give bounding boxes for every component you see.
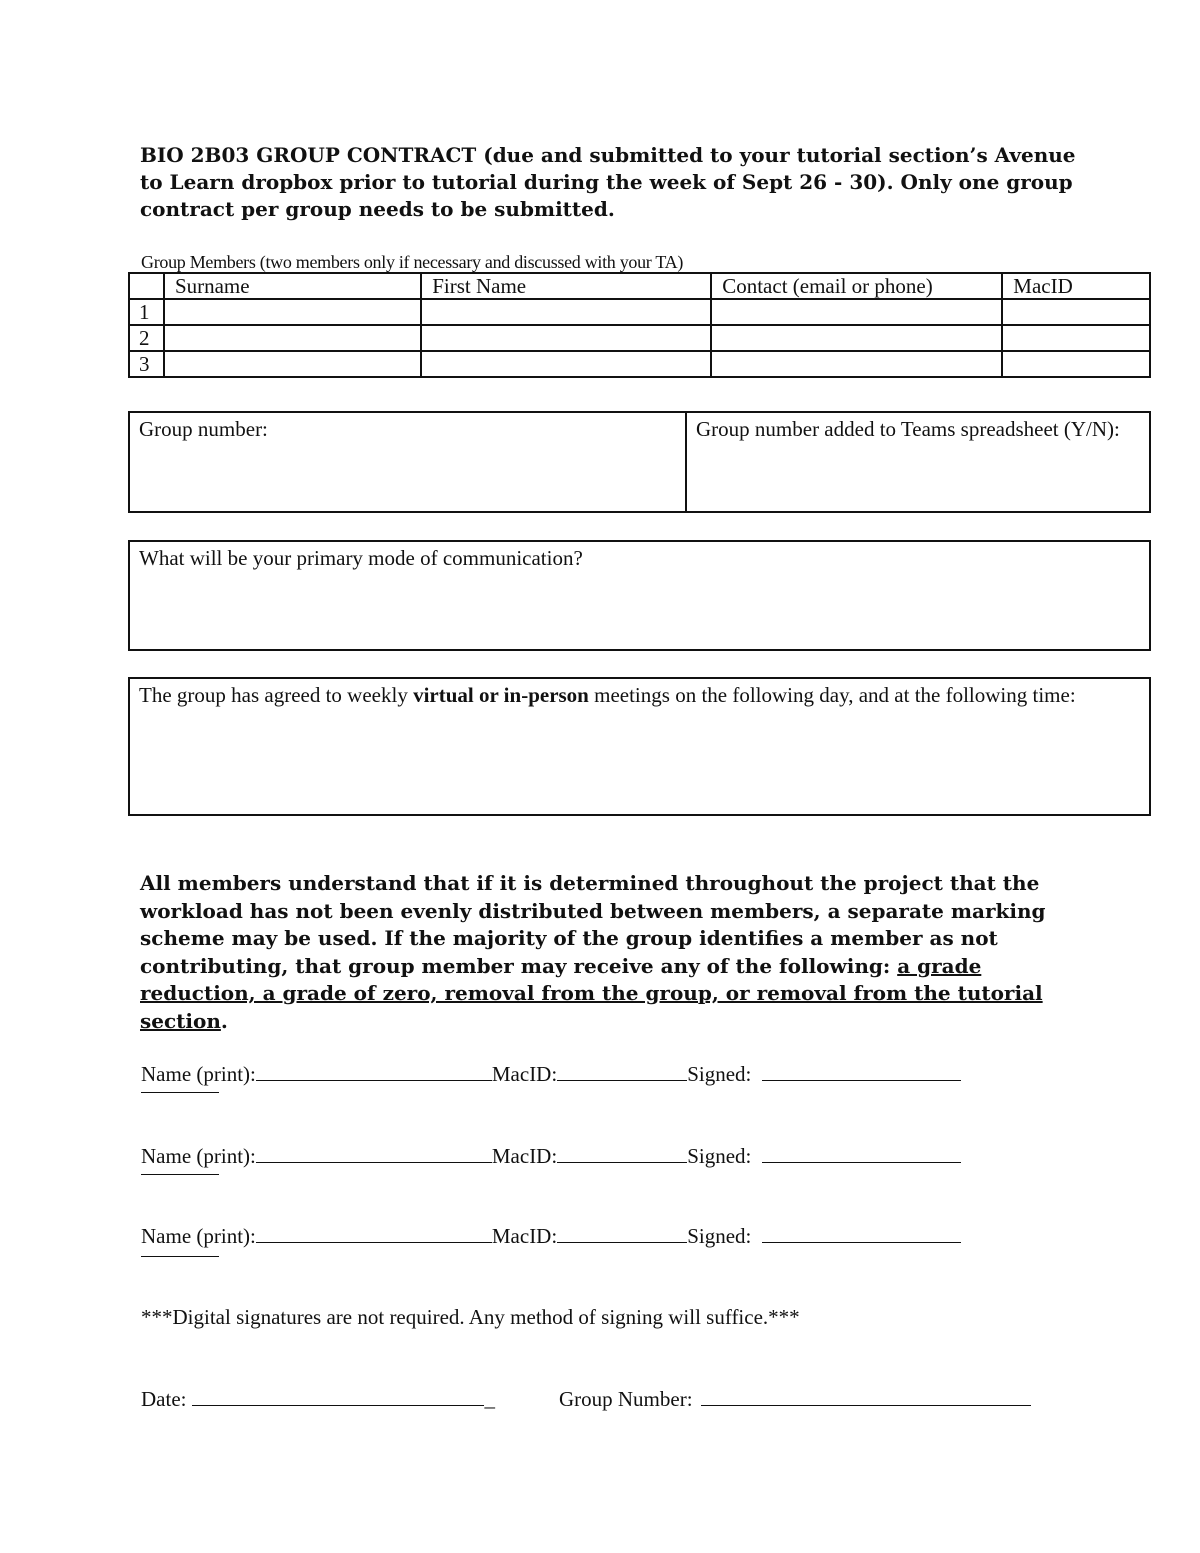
meeting-cell <box>130 679 1149 814</box>
row-number-header <box>129 273 164 299</box>
signed-label: Signed: <box>687 1062 752 1086</box>
agreement-paragraph <box>140 870 1070 1035</box>
signature-line-continuation[interactable] <box>141 1174 219 1175</box>
communication-cell <box>130 542 1149 649</box>
first-name-cell[interactable] <box>421 351 711 377</box>
name-print-label: Name (print): <box>141 1144 256 1168</box>
column-header-macid: MacID <box>1002 273 1150 299</box>
group-number-label: Group number: <box>139 417 268 441</box>
table-row <box>129 351 1150 377</box>
group-members-caption: Group Members (two members only if necessary and discussed with your TA) <box>141 252 684 272</box>
group-number-field[interactable] <box>130 413 687 511</box>
group-number-box <box>128 411 1151 513</box>
agreement-period: . <box>220 1008 228 1033</box>
macid-label: MacID: <box>491 1144 558 1168</box>
macid-line[interactable] <box>557 1222 687 1243</box>
communication-question: What will be your primary mode of communication? <box>139 546 583 570</box>
teams-spreadsheet-label: Group number added to Teams spreadsheet (Y/N): <box>696 417 1120 441</box>
name-print-line[interactable] <box>256 1222 492 1243</box>
meeting-text-start: The group has agreed to weekly <box>139 683 414 707</box>
teams-spreadsheet-field[interactable] <box>687 413 1149 511</box>
macid-label: MacID: <box>491 1224 558 1248</box>
group-number-line[interactable] <box>701 1385 1031 1406</box>
column-header-first-name: First Name <box>421 273 711 299</box>
agreement-text: All members understand that if it is determined throughout the project that the workload has not been evenly distributed between members, a separate marking scheme may be used. If the majority of the group identifies a member as not contributing, that group member may receive any of the following: <box>140 871 1046 978</box>
date-label: Date: <box>141 1387 187 1411</box>
surname-cell[interactable] <box>164 325 421 351</box>
meeting-text-end: meetings on the following day, and at the following time: <box>588 683 1076 707</box>
row-number: 3 <box>129 351 164 377</box>
column-header-surname: Surname <box>164 273 421 299</box>
first-name-cell[interactable] <box>421 325 711 351</box>
signature-row <box>141 1142 961 1169</box>
first-name-cell[interactable] <box>421 299 711 325</box>
meeting-box[interactable] <box>128 677 1151 816</box>
digital-signature-note: ***Digital signatures are not required. Any method of signing will suffice.*** <box>141 1305 800 1329</box>
table-row <box>129 325 1150 351</box>
contract-title: BIO 2B03 GROUP CONTRACT (due and submitted to your tutorial section’s Avenue to Learn dropbox prior to tutorial during the week of Sept 26 - 30). Only one group contract per group needs to be submitted. <box>140 143 1076 221</box>
signature-row <box>141 1222 961 1249</box>
group-members-table <box>128 272 1151 378</box>
name-print-label: Name (print): <box>141 1224 256 1248</box>
surname-cell[interactable] <box>164 299 421 325</box>
date-line-tail: _ <box>484 1387 495 1411</box>
table-row <box>129 299 1150 325</box>
contact-cell[interactable] <box>711 299 1002 325</box>
signed-line[interactable] <box>762 1222 961 1243</box>
signed-label: Signed: <box>687 1224 752 1248</box>
contact-cell[interactable] <box>711 351 1002 377</box>
macid-label: MacID: <box>491 1062 558 1086</box>
signed-line[interactable] <box>762 1142 961 1163</box>
macid-cell[interactable] <box>1002 325 1150 351</box>
surname-cell[interactable] <box>164 351 421 377</box>
column-header-contact: Contact (email or phone) <box>711 273 1002 299</box>
meeting-mode-bold: virtual or in-person <box>413 683 589 707</box>
table-header-row <box>129 273 1150 299</box>
contact-cell[interactable] <box>711 325 1002 351</box>
macid-line[interactable] <box>557 1060 687 1081</box>
signed-label: Signed: <box>687 1144 752 1168</box>
macid-cell[interactable] <box>1002 299 1150 325</box>
row-number: 2 <box>129 325 164 351</box>
name-print-line[interactable] <box>256 1060 492 1081</box>
date-line[interactable] <box>192 1385 484 1406</box>
macid-cell[interactable] <box>1002 351 1150 377</box>
signature-row <box>141 1060 961 1087</box>
signature-line-continuation[interactable] <box>141 1092 219 1093</box>
row-number: 1 <box>129 299 164 325</box>
agreement-consequences: a grade reduction, a grade of zero, removal from the group, or removal from the tutorial section <box>140 953 1043 1033</box>
macid-line[interactable] <box>557 1142 687 1163</box>
name-print-line[interactable] <box>256 1142 492 1163</box>
signed-line[interactable] <box>762 1060 961 1081</box>
group-number-footer-label: Group Number: <box>558 1387 693 1411</box>
communication-box[interactable] <box>128 540 1151 651</box>
footer-row <box>141 1385 1031 1412</box>
name-print-label: Name (print): <box>141 1062 256 1086</box>
signature-line-continuation[interactable] <box>141 1256 219 1257</box>
